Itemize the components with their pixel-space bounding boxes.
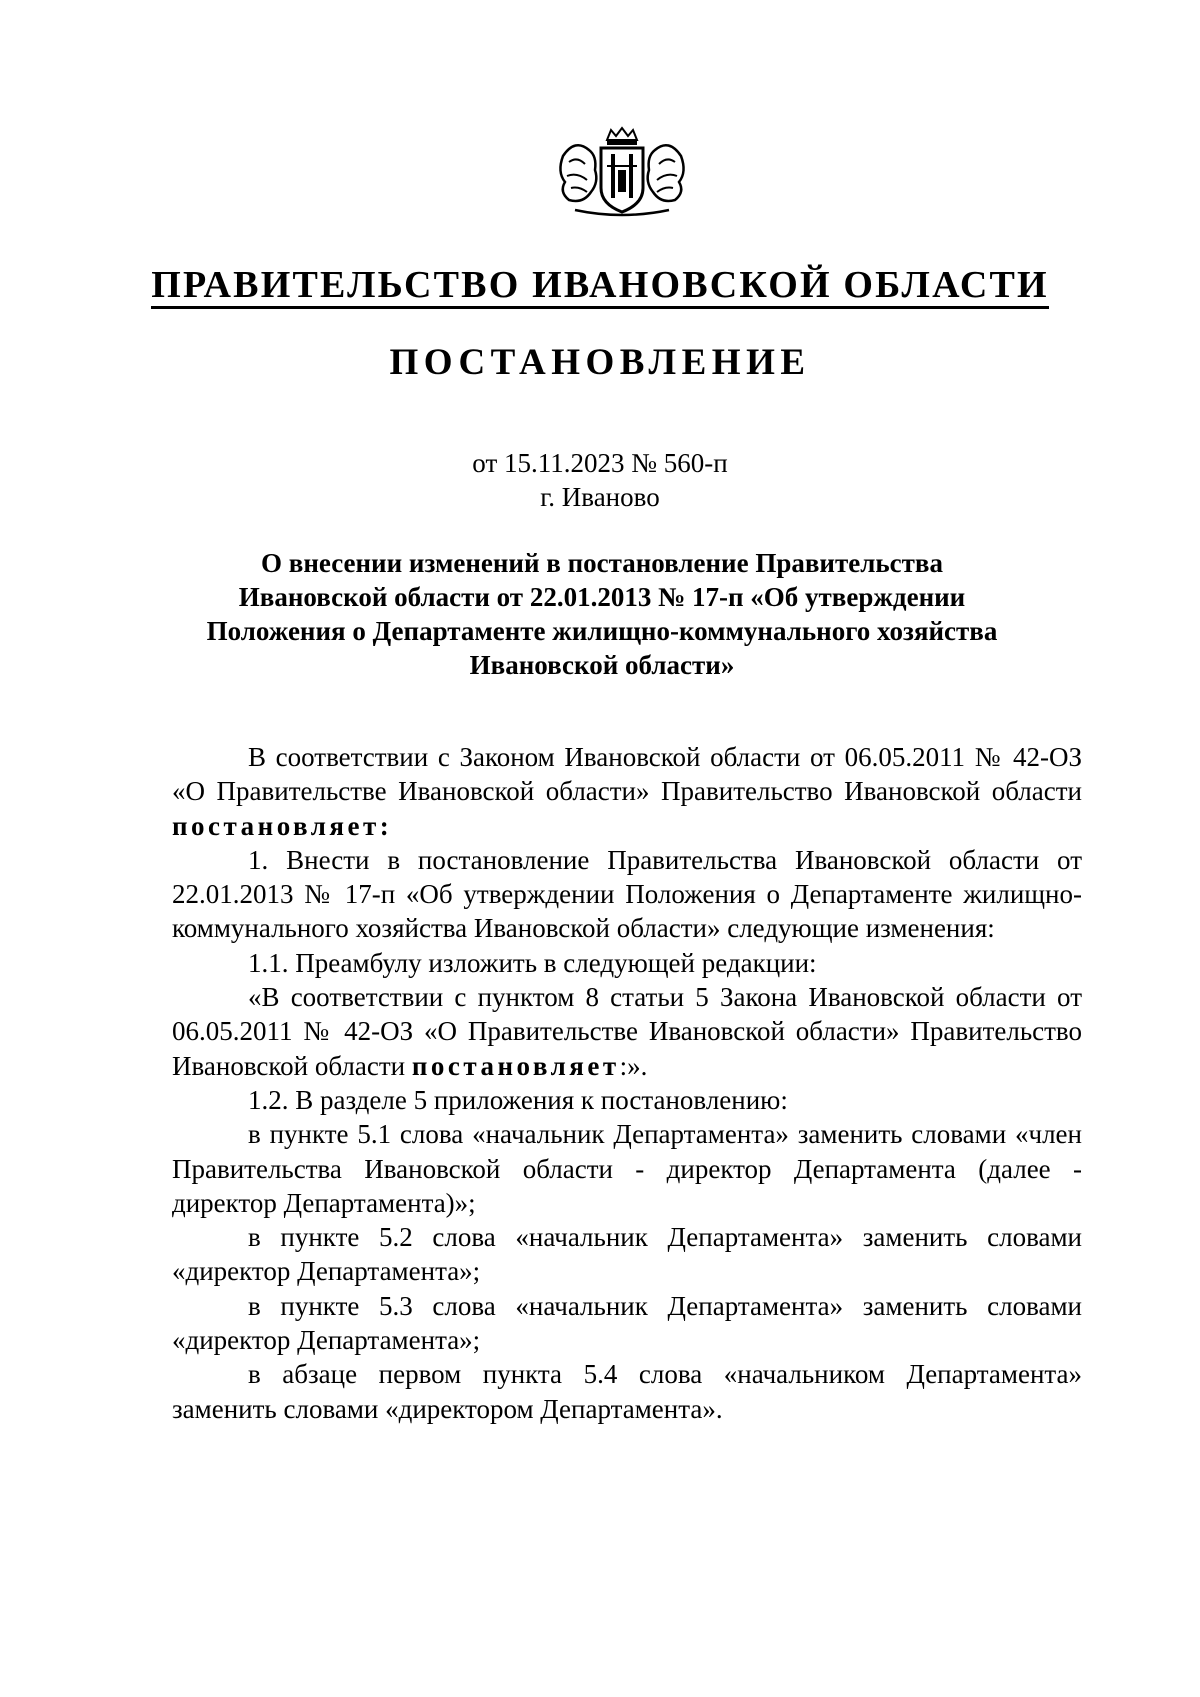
date-number: от 15.11.2023 № 560-п [472, 448, 728, 478]
government-heading [0, 262, 1200, 308]
city: г. Иваново [540, 482, 660, 512]
document-body [172, 740, 1082, 1426]
paragraph-item-5-3: в пункте 5.3 слова «начальник Департамента» заменить словами «директор Департамента»; [172, 1290, 1082, 1356]
document-meta [0, 446, 1200, 514]
paragraph-item-5-4: в абзаце первом пункта 5.4 слова «начальником Департамента» заменить словами «директором Департамента». [172, 1359, 1082, 1424]
paragraph-item-1-1: 1.1. Преамбулу изложить в следующей редакции: [248, 947, 817, 978]
title-line: О внесении изменений в постановление Правительства [261, 548, 943, 578]
paragraph-item-5-2: в пункте 5.2 слова «начальник Департамента» заменить словами «директор Департамента»; [172, 1222, 1082, 1287]
coat-of-arms-icon [555, 126, 689, 218]
paragraph-tail: :». [619, 1050, 648, 1081]
decree-word: постановляет [411, 1050, 620, 1081]
paragraph-item-1: 1. Внести в постановление Правительства Ивановской области от 22.01.2013 № 17-п «Об утверждении Положения о Департаменте жилищно-коммунального хозяйства Ивановской области» следующие изменения: [172, 844, 1082, 944]
paragraph-text: В соответствии с Законом Ивановской области от 06.05.2011 № 42-ОЗ «О Правительстве Ивановской области» Правительство Ивановской области [172, 742, 1082, 807]
paragraph-text: «В соответствии с пунктом 8 статьи 5 Закона Ивановской области от 06.05.2011 № 42-ОЗ «О Правительстве Ивановской области» Правительство Ивановской области [172, 982, 1082, 1081]
document-title [172, 546, 1032, 682]
government-name: ПРАВИТЕЛЬСТВО ИВАНОВСКОЙ ОБЛАСТИ [151, 264, 1049, 309]
title-line: Ивановской области от 22.01.2013 № 17-п «Об утверждении [238, 582, 966, 612]
paragraph-item-1-2: 1.2. В разделе 5 приложения к постановлению: [248, 1084, 788, 1115]
decree-word: постановляет: [172, 810, 393, 841]
paragraph-item-5-1: в пункте 5.1 слова «начальник Департамента» заменить словами «член Правительства Ивановской области - директор Департамента (далее - директор Департамента)»; [172, 1119, 1082, 1218]
title-line: Положения о Департаменте жилищно-коммунального хозяйства [206, 616, 998, 646]
paragraph-preamble [172, 740, 1082, 843]
title-line: Ивановской области» [469, 650, 735, 680]
paragraph-new-preamble [172, 980, 1082, 1083]
document-type: ПОСТАНОВЛЕНИЕ [389, 342, 811, 383]
